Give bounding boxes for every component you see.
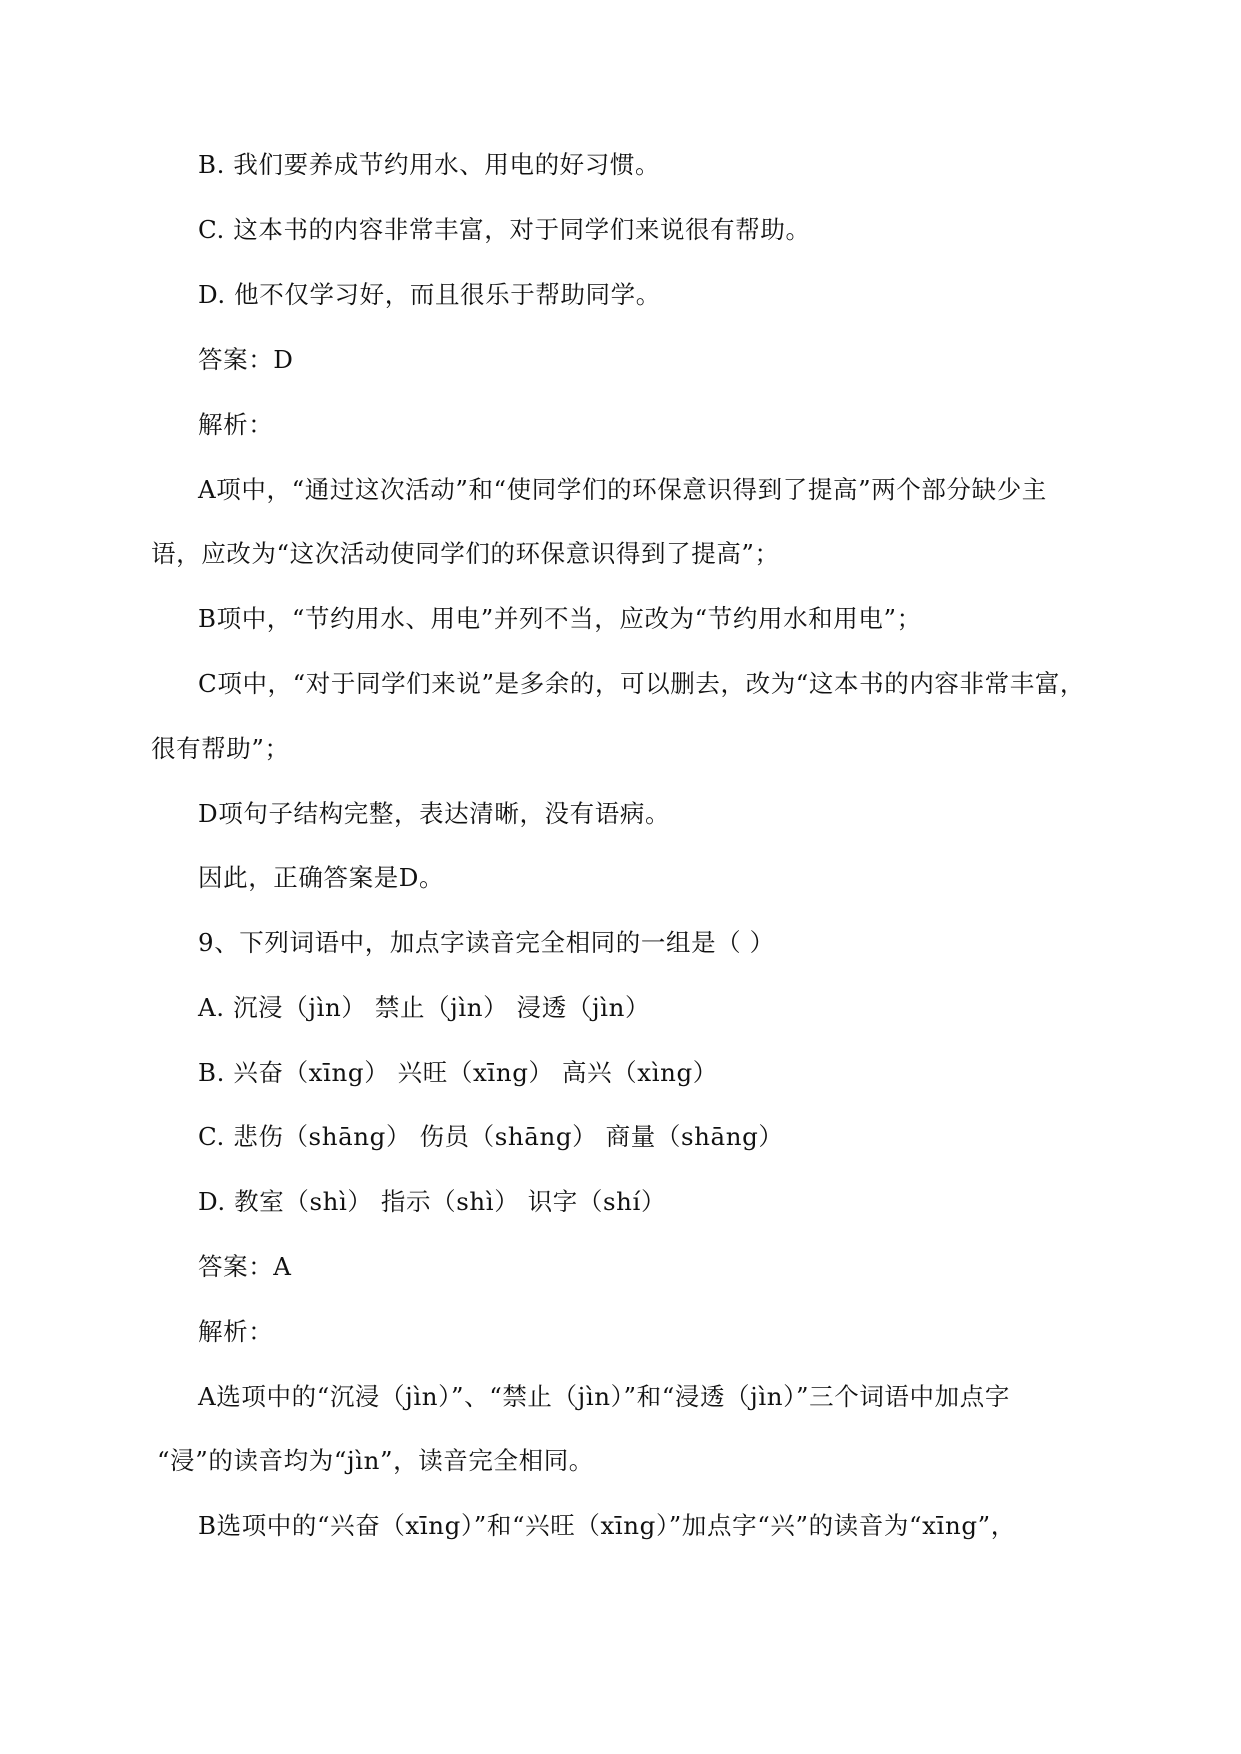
question-9: 9、下列词语中，加点字读音完全相同的一组是（ ） <box>198 928 775 957</box>
option-d-previous: D. 他不仅学习好，而且很乐于帮助同学。 <box>198 280 661 309</box>
question-9-option-c: C. 悲伤（shāng） 伤员（shāng） 商量（shāng） <box>198 1122 784 1151</box>
question-9-analysis-heading: 解析： <box>198 1317 274 1346</box>
question-9-option-d: D. 教室（shì） 指示（shì） 识字（shí） <box>198 1187 667 1216</box>
analysis-a-line-1: A项中，“通过这次活动”和“使同学们的环保意识得到了提高”两个部分缺少主 <box>198 475 1047 504</box>
analysis-a-line-2: 语，应改为“这次活动使同学们的环保意识得到了提高”； <box>151 539 780 568</box>
question-9-analysis-a-line-1: A选项中的“沉浸（jìn）”、“禁止（jìn）”和“浸透（jìn）”三个词语中加点字 <box>198 1382 1010 1411</box>
analysis-d: D项句子结构完整，表达清晰，没有语病。 <box>198 799 671 828</box>
analysis-c-line-1: C项中，“对于同学们来说”是多余的，可以删去，改为“这本书的内容非常丰富， <box>198 669 1086 698</box>
analysis-c-line-2: 很有帮助”； <box>151 734 290 763</box>
option-b-previous: B. 我们要养成节约用水、用电的好习惯。 <box>198 150 661 179</box>
question-9-analysis-b: B选项中的“兴奋（xīng）”和“兴旺（xīng）”加点字“兴”的读音为“xīng”， <box>198 1511 1016 1540</box>
question-9-option-b: B. 兴奋（xīng） 兴旺（xīng） 高兴（xìng） <box>198 1058 718 1087</box>
option-c-previous: C. 这本书的内容非常丰富，对于同学们来说很有帮助。 <box>198 215 811 244</box>
question-9-analysis-a-line-2: “浸”的读音均为“jìn”，读音完全相同。 <box>157 1446 594 1475</box>
conclusion-previous: 因此，正确答案是D。 <box>198 863 445 892</box>
question-9-option-a: A. 沉浸（jìn） 禁止（jìn） 浸透（jìn） <box>198 993 651 1022</box>
answer-previous: 答案：D <box>198 345 294 374</box>
analysis-b: B项中，“节约用水、用电”并列不当，应改为“节约用水和用电”； <box>198 604 922 633</box>
question-9-answer: 答案：A <box>198 1252 292 1281</box>
analysis-heading-previous: 解析： <box>198 410 274 439</box>
